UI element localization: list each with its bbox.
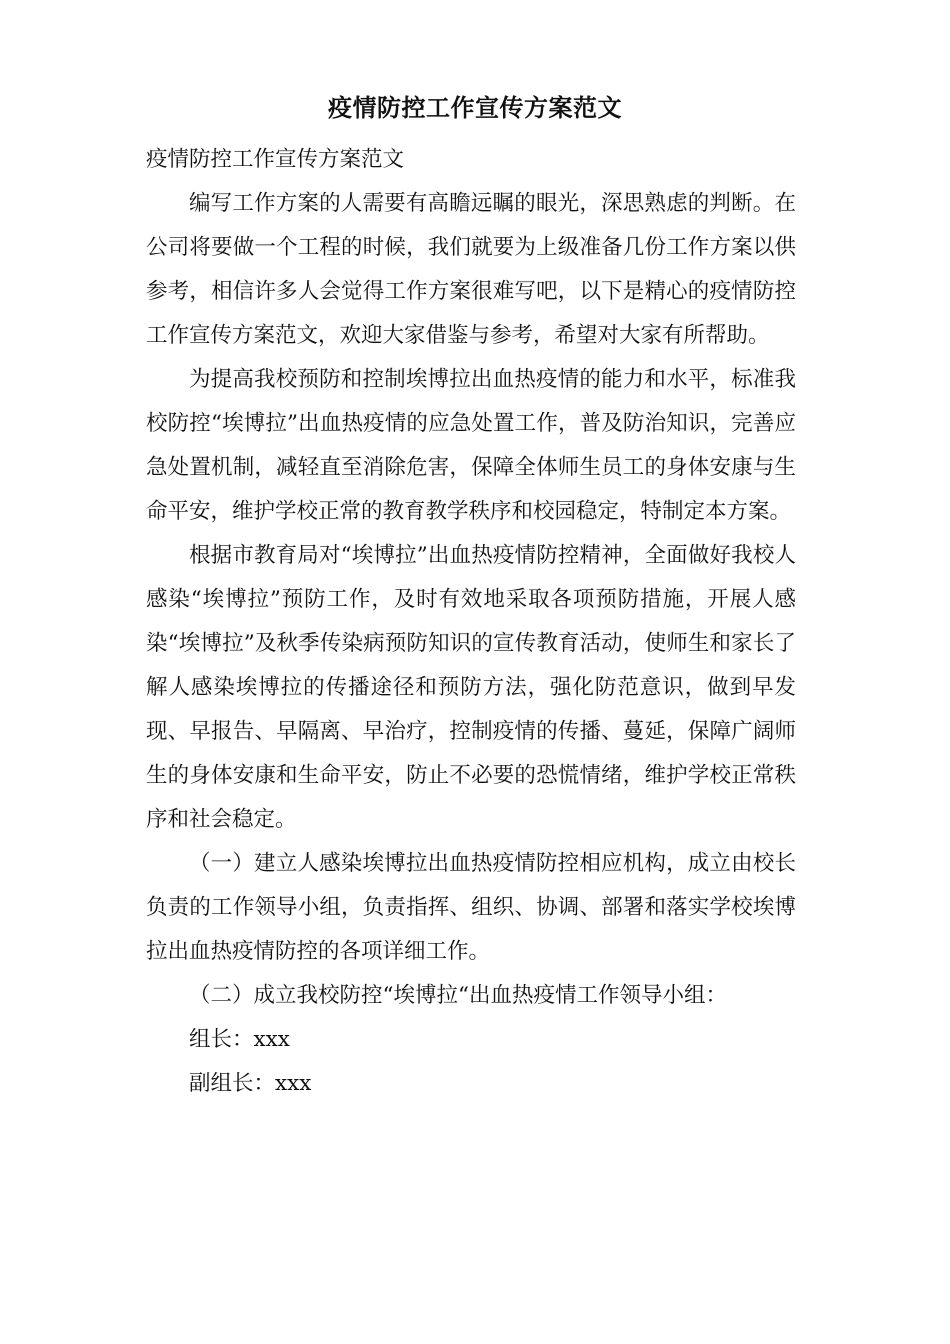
paragraph-basis: 根据市教育局对“埃博拉”出血热疫情防控精神，全面做好我校人感染“埃博拉”预防工作，及时有效地采取各项预防措施，开展人感染“埃博拉”及秋季传染病预防知识的宣传教育活动，使师生和家长了解人感染埃博拉的传播途径和预防方法，强化防范意识，做到早发现、早报告、早隔离、早治疗，控制疫情的传播、蔓延，保障广阔师生的身体安康和生命平安，防止不必要的恐慌情绪，维护学校正常秩序和社会稳定。 xyxy=(146,543,796,832)
paragraph-section-two: （二）成立我校防控“埃博拉“出血热疫情工作领导小组： xyxy=(189,983,727,1008)
document-subtitle: 疫情防控工作宣传方案范文 xyxy=(146,147,405,172)
paragraph-purpose: 为提高我校预防和控制埃博拉出血热疫情的能力和水平，标准我校防控“埃博拉”出血热疫情的应急处置工作，普及防治知识，完善应急处置机制，减轻直至消除危害，保障全体师生员工的身体安康与生命平安，维护学校正常的教育教学秩序和校园稳定，特制定本方案。 xyxy=(146,367,796,524)
paragraph-intro: 编写工作方案的人需要有高瞻远瞩的眼光，深思熟虑的判断。在公司将要做一个工程的时候，我们就要为上级准备几份工作方案以供参考，相信许多人会觉得工作方案很难写吧，以下是精心的疫情防控工作宣传方案范文，欢迎大家借鉴与参考，希望对大家有所帮助。 xyxy=(146,191,796,348)
document-title: 疫情防控工作宣传方案范文 xyxy=(328,93,622,122)
paragraph-section-one: （一）建立人感染埃博拉出血热疫情防控相应机构，成立由校长负责的工作领导小组，负责指挥、组织、协调、部署和落实学校埃博拉出血热疫情防控的各项详细工作。 xyxy=(146,851,796,964)
team-leader-line: 组长：xxx xyxy=(189,1027,290,1052)
deputy-leader-line: 副组长：xxx xyxy=(189,1071,312,1096)
document-body xyxy=(146,138,796,1106)
